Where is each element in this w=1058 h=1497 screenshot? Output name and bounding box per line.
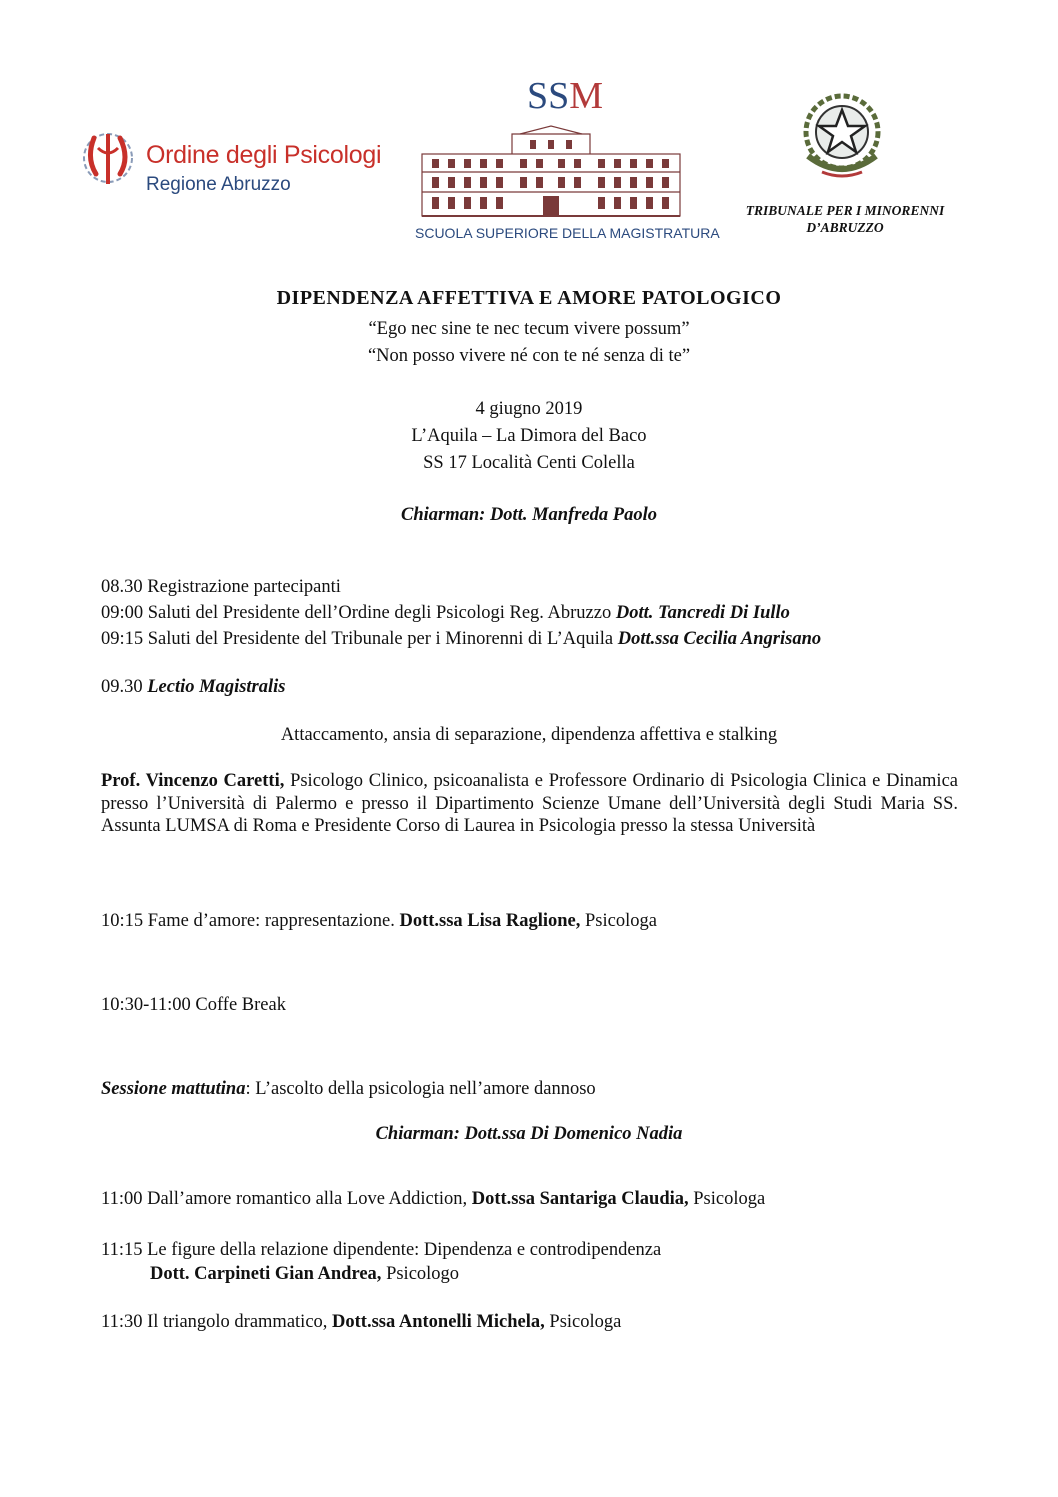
registration-item: 08.30 Registrazione partecipanti [101,577,341,597]
talk-1130-item: 11:30 Il triangolo drammatico, Dott.ssa Antonelli Michela, Psicologa [101,1312,622,1332]
ordine-psicologi-emblem-icon [68,122,148,194]
session-heading: Sessione mattutina: L’ascolto della psicologia nell’amore dannoso [101,1079,596,1099]
lectio-item: 09.30 Lectio Magistralis [101,677,286,697]
ssm-building-icon [420,124,682,222]
greeting-ordine-item: 09:00 Saluti del Presidente dell’Ordine degli Psicologi Reg. Abruzzo Dott. Tancredi Di Iullo [101,603,790,623]
ssm-letters: SSM [526,75,604,117]
coffee-break-item: 10:30-11:00 Coffe Break [101,995,286,1015]
ssm-subtitle: SCUOLA SUPERIORE DELLA MAGISTRATURA [415,225,720,241]
italian-quote: “Non posso vivere né con te né senza di te” [367,346,691,366]
tribunale-name-line2: D’ABRUZZO [806,220,884,235]
document-title: DIPENDENZA AFFETTIVA E AMORE PATOLOGICO [276,287,782,309]
latin-quote: “Ego nec sine te nec tecum vivere possum” [368,319,690,339]
lectio-topic: Attaccamento, ansia di separazione, dipendenza affettiva e stalking [280,725,778,745]
fame-damore-item: 10:15 Fame d’amore: rappresentazione. Dott.ssa Lisa Raglione, Psicologa [101,911,657,931]
greeting-tribunale-item: 09:15 Saluti del Presidente del Tribunale per i Minorenni di L’Aquila Dott.ssa Cecilia Angrisano [101,629,822,649]
talk-1115-item: 11:15 Le figure della relazione dipendente: Dipendenza e controdipendenza [101,1240,662,1260]
session-chairman: Chiarman: Dott.ssa Di Domenico Nadia [375,1124,683,1144]
italian-republic-emblem-icon [792,86,892,186]
event-address: SS 17 Località Centi Colella [423,453,635,473]
event-venue: L’Aquila – La Dimora del Baco [411,426,647,446]
event-date: 4 giugno 2019 [475,399,583,419]
ordine-logo-text: Ordine degli Psicologi [146,141,382,169]
speaker-bio-caretti: Prof. Vincenzo Caretti, Psicologo Clinico, psicoanalista e Professore Ordinario di Psicologia Clinica e Dinamica presso l’Università di Palermo e presso il Dipartimento Scienze Umane dell’Università degli Studi Maria SS. Assunta LUMSA di Roma e Presidente Corso di Laurea in Psicologia presso la stessa Università [101,771,958,836]
talk-1100-item: 11:00 Dall’amore romantico alla Love Addiction, Dott.ssa Santariga Claudia, Psicologa [101,1189,766,1209]
tribunale-name-line1: TRIBUNALE PER I MINORENNI [745,203,945,218]
ordine-logo-region: Regione Abruzzo [146,174,291,195]
chairman: Chiarman: Dott. Manfreda Paolo [401,505,657,525]
talk-1115-speaker: Dott. Carpineti Gian Andrea, Psicologo [150,1264,460,1284]
